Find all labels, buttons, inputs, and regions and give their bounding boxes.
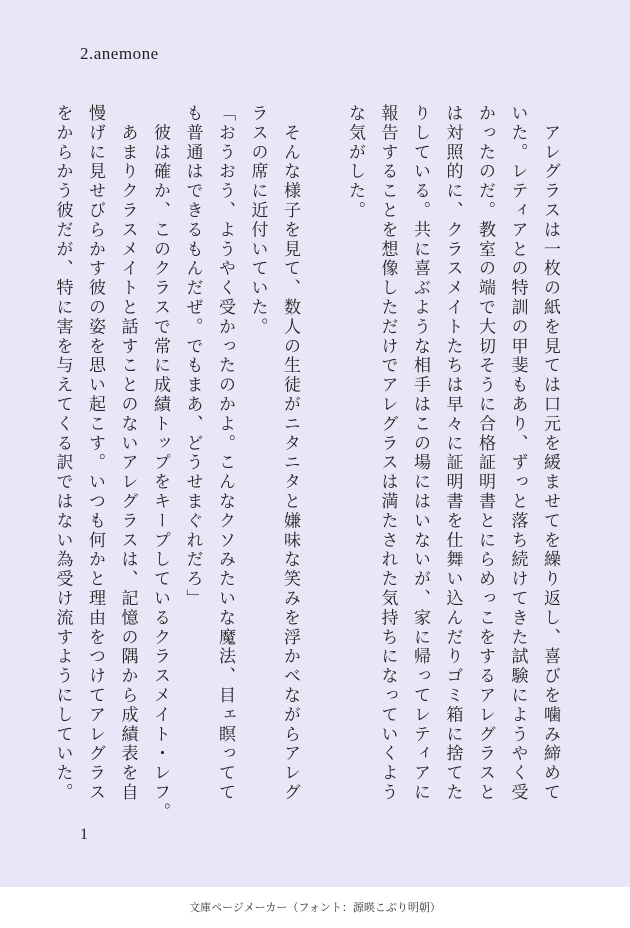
text-line: あまりクラスメイトと話すことのないアレグラスは、記憶の隅から成績表を自 [117, 104, 138, 803]
text-line: は対照的に、クラスメイトたちは早々に証明書を仕舞い込んだりゴミ箱に捨てた [442, 104, 463, 803]
text-line: をからかう彼だが、特に害を与えてくる訳ではない為受け流すようにしていた。 [52, 104, 73, 803]
text-line: ラスの席に近付いていた。 [247, 104, 268, 337]
text-line: も普通はできるもんだぜ。でもまあ、どうせまぐれだろ」 [182, 104, 203, 609]
text-line: りしている。共に喜ぶような相手はこの場にはいないが、家に帰ってレティアに [410, 104, 430, 803]
text-line: な気がした。 [345, 104, 365, 221]
text-line [306, 104, 339, 842]
text-line: 慢げに見せびらかす彼の姿を思い起こす。いつも何かと理由をつけてアレグラス [85, 104, 105, 803]
text-line: かったのだ。教室の端で大切そうに合格証明書とにらめっこをするアレグラスと [475, 104, 495, 803]
page-number: 1 [80, 826, 88, 843]
chapter-title: 2.anemone [80, 44, 159, 63]
text-line: 「おうおう、ようやく受かったのかよ。こんなクソみたいな魔法、目ェ瞑ってて [215, 104, 235, 803]
body-text [52, 72, 566, 842]
text-line: アレグラスは一枚の紙を見ては口元を緩ませてを繰り返し、喜びを噛み締めて [540, 104, 560, 803]
text-line: いた。レティアとの特訓の甲斐もあり、ずっと落ち続けてきた試験にようやく受 [507, 104, 528, 803]
text-line: 彼は確か、このクラスで常に成績トップをキープしているクラスメイト・レフ。 [150, 104, 170, 822]
text-line: 報告することを想像しただけでアレグラスは満たされた気持ちになっていくよう [377, 104, 398, 803]
footer-credit: 文庫ページメーカー（フォント：源暎こぶり明朝） [0, 887, 630, 928]
text-line: そんな様子を見て、数人の生徒がニタニタと嫌味な笑みを浮かべながらアレグ [280, 104, 300, 803]
